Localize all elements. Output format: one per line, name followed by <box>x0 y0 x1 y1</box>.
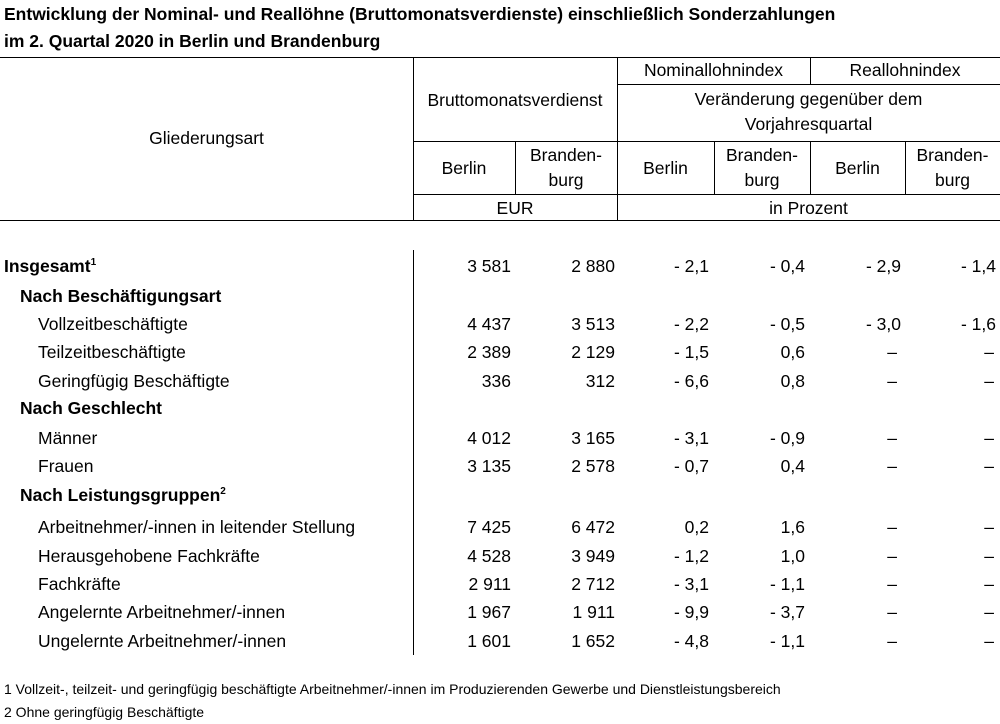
header-berlin-nominal: Berlin <box>643 158 688 178</box>
cell: - 3,7 <box>769 602 805 622</box>
row-label-geringfuegig: Geringfügig Beschäftigte <box>38 371 230 391</box>
cell: 7 425 <box>467 517 511 537</box>
cell: 3 513 <box>571 314 615 334</box>
cell: - 6,6 <box>673 371 709 391</box>
header-nominallohnindex: Nominallohnindex <box>643 60 784 80</box>
cell: – <box>984 574 994 594</box>
cell: 0,6 <box>780 342 805 362</box>
row-label-vollzeit: Vollzeitbeschäftigte <box>38 314 188 334</box>
header-branden-brutto: Branden- <box>530 145 602 165</box>
row-label-leistungsgruppen: Nach Leistungsgruppen$^2$ <box>20 485 226 505</box>
cell: 1,6 <box>780 517 805 537</box>
cell: – <box>887 428 897 448</box>
cell: 3 581 <box>467 256 511 276</box>
cell: 1 601 <box>467 631 511 651</box>
cell: - 2,2 <box>673 314 709 334</box>
header-reallohnindex: Reallohnindex <box>849 60 961 80</box>
cell: - 0,4 <box>769 256 805 276</box>
cell: 4 528 <box>467 546 511 566</box>
cell: - 9,9 <box>673 602 709 622</box>
header-berlin-real: Berlin <box>835 158 880 178</box>
cell: – <box>887 371 897 391</box>
table-title-line-1: Entwicklung der Nominal- und Reallöhne (Bruttomonatsverdienste) einschließlich Sonderzahlungen <box>4 4 836 24</box>
cell: 0,8 <box>780 371 805 391</box>
cell: – <box>887 574 897 594</box>
cell: - 4,8 <box>673 631 709 651</box>
cell: – <box>984 517 994 537</box>
footnote-2: 2 Ohne geringfügig Beschäftigte <box>4 704 205 720</box>
cell: 0,2 <box>684 517 709 537</box>
cell: 2 911 <box>468 574 511 594</box>
cell: 1,0 <box>780 546 805 566</box>
cell: - 3,0 <box>865 314 901 334</box>
cell: - 1,6 <box>960 314 996 334</box>
cell: - 0,9 <box>769 428 805 448</box>
cell: – <box>887 342 897 362</box>
cell: 2 712 <box>571 574 615 594</box>
header-gliederungsart: Gliederungsart <box>149 128 264 148</box>
subheader-rule <box>413 141 1000 142</box>
cell: – <box>984 371 994 391</box>
cell: – <box>887 517 897 537</box>
cell: 0,4 <box>780 456 805 476</box>
row-label-geschlecht: Nach Geschlecht <box>20 398 162 418</box>
cell: - 1,1 <box>769 574 805 594</box>
cell: 2 129 <box>571 342 615 362</box>
cell: - 1,2 <box>673 546 709 566</box>
row-label-angelernt: Angelernte Arbeitnehmer/-innen <box>38 602 286 622</box>
row-label-teilzeit: Teilzeitbeschäftigte <box>38 342 186 362</box>
cell: - 3,1 <box>673 574 709 594</box>
cell: – <box>887 546 897 566</box>
cell: - 0,7 <box>673 456 709 476</box>
cell: - 1,1 <box>769 631 805 651</box>
header-bottom-rule <box>0 220 1000 221</box>
row-label-maenner: Männer <box>38 428 98 448</box>
cell: – <box>887 631 897 651</box>
header-branden-nominal: Branden- <box>726 145 798 165</box>
cell: - 1,5 <box>673 342 709 362</box>
cell: 336 <box>481 371 511 391</box>
table-title-line-2: im 2. Quartal 2020 in Berlin und Brandenburg <box>4 31 381 51</box>
footnote-1: 1 Vollzeit-, teilzeit- und geringfügig beschäftigte Arbeitnehmer/-innen im Produzierenden Gewerbe und Dienstleistungsbereich <box>4 681 781 697</box>
cell: – <box>984 602 994 622</box>
cell: – <box>887 456 897 476</box>
cell: 3 949 <box>571 546 615 566</box>
row-label-beschaeftigungsart: Nach Beschäftigungsart <box>20 286 222 306</box>
header-bruttomonatsverdienst: Bruttomonatsverdienst <box>427 90 603 110</box>
header-branden-real: Branden- <box>916 145 989 165</box>
cell: 1 967 <box>467 602 511 622</box>
cell: 4 012 <box>467 428 511 448</box>
cell: - 2,1 <box>673 256 709 276</box>
cell: – <box>984 342 994 362</box>
header-burg-nominal: burg <box>744 170 780 190</box>
header-veraenderung-line-2: Vorjahresquartal <box>744 114 873 134</box>
cell: – <box>984 546 994 566</box>
header-unit-eur: EUR <box>496 198 534 218</box>
header-veraenderung-line-1: Veränderung gegenüber dem <box>694 89 923 109</box>
header-berlin-brutto: Berlin <box>441 158 487 178</box>
row-label-insgesamt: Insgesamt$^1$ <box>4 256 97 276</box>
row-label-ungelernt: Ungelernte Arbeitnehmer/-innen <box>38 631 287 651</box>
row-label-herausgehoben: Herausgehobene Fachkräfte <box>38 546 260 566</box>
cell: 3 165 <box>571 428 615 448</box>
units-rule <box>413 194 1000 195</box>
cell: - 3,1 <box>673 428 709 448</box>
cell: – <box>887 602 897 622</box>
cell: 1 652 <box>571 631 615 651</box>
cell: – <box>984 456 994 476</box>
cell: 3 135 <box>467 456 511 476</box>
cell: 2 880 <box>571 256 615 276</box>
cell: 2 389 <box>467 342 511 362</box>
cell: 312 <box>585 371 615 391</box>
cell: 6 472 <box>571 517 615 537</box>
index-header-rule <box>617 84 1000 85</box>
header-burg-real: burg <box>934 170 971 190</box>
cell: – <box>984 631 994 651</box>
row-label-frauen: Frauen <box>38 456 94 476</box>
header-unit-prozent: in Prozent <box>769 198 848 218</box>
cell: - 0,5 <box>769 314 805 334</box>
body-column-divider <box>413 250 414 655</box>
cell: - 2,9 <box>865 256 901 276</box>
cell: 1 911 <box>572 602 615 622</box>
row-label-leitend: Arbeitnehmer/-innen in leitender Stellung <box>38 517 356 537</box>
cell: – <box>984 428 994 448</box>
cell: 4 437 <box>467 314 511 334</box>
cell: - 1,4 <box>960 256 996 276</box>
header-burg-brutto: burg <box>548 170 584 190</box>
cell: 2 578 <box>571 456 615 476</box>
row-label-fachkraefte: Fachkräfte <box>38 574 121 594</box>
